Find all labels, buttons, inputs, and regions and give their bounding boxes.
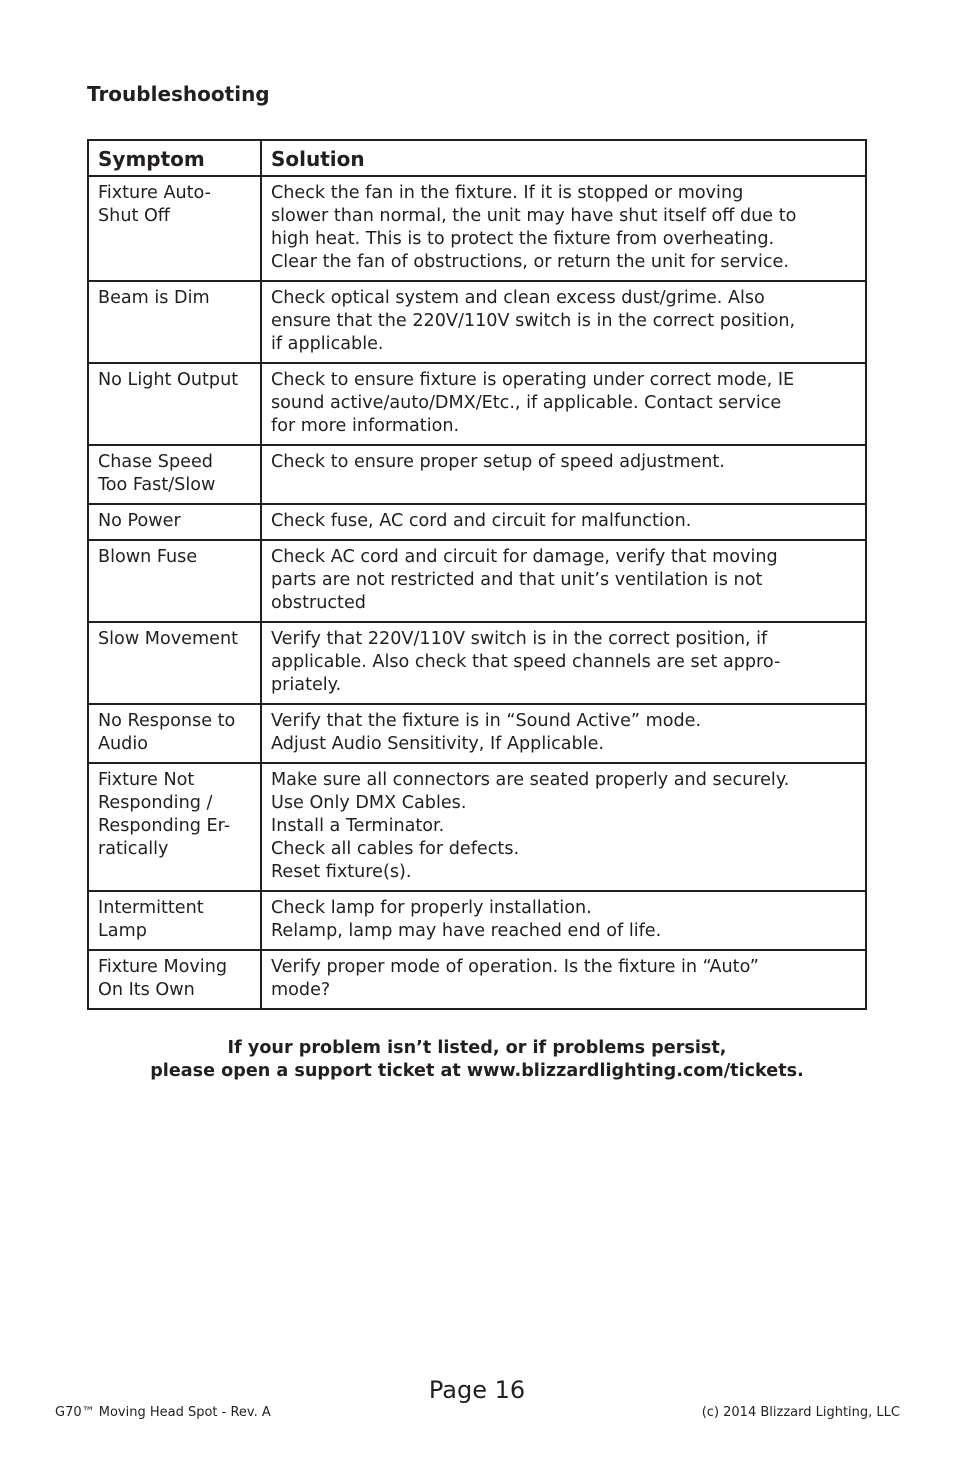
- symptom-cell: [88, 950, 261, 1009]
- symptom-cell: [88, 445, 261, 504]
- solution-line: Verify that 220V/110V switch is in the correct position, if: [271, 629, 768, 649]
- solution-cell: [261, 445, 866, 504]
- table-row: [88, 622, 866, 704]
- solution-line: ensure that the 220V/110V switch is in the correct position,: [271, 311, 796, 331]
- solution-cell: [261, 704, 866, 763]
- symptom-line: Fixture Not: [98, 770, 195, 790]
- symptom-line: Intermittent: [98, 898, 204, 918]
- solution-line: priately.: [271, 675, 342, 695]
- table-row: [88, 763, 866, 891]
- solution-line: Check to ensure proper setup of speed adjustment.: [271, 452, 725, 472]
- symptom-cell: [88, 176, 261, 281]
- solution-line: mode?: [271, 980, 331, 1000]
- table-row: [88, 281, 866, 363]
- notice-line: If your problem isn’t listed, or if problems persist,: [227, 1038, 727, 1058]
- solution-cell: [261, 504, 866, 540]
- solution-line: Relamp, lamp may have reached end of life.: [271, 921, 662, 941]
- solution-line: Adjust Audio Sensitivity, If Applicable.: [271, 734, 605, 754]
- solution-line: obstructed: [271, 593, 366, 613]
- header-symptom: Symptom: [88, 140, 261, 176]
- symptom-cell: [88, 281, 261, 363]
- symptom-line: Responding Er-: [98, 816, 231, 836]
- solution-line: applicable. Also check that speed channels are set appro-: [271, 652, 781, 672]
- symptom-line: Fixture Moving: [98, 957, 228, 977]
- table-row: [88, 950, 866, 1009]
- solution-line: Check fuse, AC cord and circuit for malfunction.: [271, 511, 692, 531]
- solution-line: Verify that the fixture is in “Sound Active” mode.: [271, 711, 702, 731]
- symptom-line: Blown Fuse: [98, 547, 198, 567]
- symptom-line: Chase Speed: [98, 452, 213, 472]
- symptom-line: Fixture Auto-: [98, 183, 211, 203]
- table-row: [88, 891, 866, 950]
- solution-line: Use Only DMX Cables.: [271, 793, 467, 813]
- footer-product: G70™ Moving Head Spot - Rev. A: [55, 1405, 271, 1420]
- symptom-line: No Response to: [98, 711, 236, 731]
- troubleshooting-table: [87, 139, 867, 1010]
- symptom-line: Audio: [98, 734, 149, 754]
- solution-line: slower than normal, the unit may have shut itself off due to: [271, 206, 797, 226]
- solution-cell: [261, 763, 866, 891]
- header-solution: Solution: [261, 140, 866, 176]
- solution-cell: [261, 540, 866, 622]
- solution-line: sound active/auto/DMX/Etc., if applicable. Contact service: [271, 393, 782, 413]
- symptom-cell: [88, 891, 261, 950]
- solution-line: Install a Terminator.: [271, 816, 445, 836]
- solution-cell: [261, 363, 866, 445]
- notice-line: please open a support ticket at www.blizzardlighting.com/tickets.: [150, 1061, 804, 1081]
- symptom-line: On Its Own: [98, 980, 195, 1000]
- solution-line: if applicable.: [271, 334, 384, 354]
- solution-cell: [261, 891, 866, 950]
- solution-line: Verify proper mode of operation. Is the fixture in “Auto”: [271, 957, 759, 977]
- symptom-cell: [88, 622, 261, 704]
- table-row: [88, 504, 866, 540]
- table-header-row: [88, 140, 866, 176]
- solution-line: Reset fixture(s).: [271, 862, 412, 882]
- symptom-cell: [88, 363, 261, 445]
- support-notice: [0, 1037, 954, 1083]
- page-number: Page 16: [428, 1376, 526, 1404]
- symptom-cell: [88, 504, 261, 540]
- table-row: [88, 540, 866, 622]
- solution-line: for more information.: [271, 416, 460, 436]
- solution-line: parts are not restricted and that unit’s ventilation is not: [271, 570, 763, 590]
- solution-line: Clear the fan of obstructions, or return the unit for service.: [271, 252, 789, 272]
- solution-cell: [261, 176, 866, 281]
- symptom-cell: [88, 540, 261, 622]
- solution-line: Check AC cord and circuit for damage, verify that moving: [271, 547, 778, 567]
- solution-cell: [261, 950, 866, 1009]
- symptom-line: ratically: [98, 839, 169, 859]
- symptom-cell: [88, 704, 261, 763]
- solution-cell: [261, 281, 866, 363]
- solution-line: Check all cables for defects.: [271, 839, 520, 859]
- solution-line: high heat. This is to protect the fixture from overheating.: [271, 229, 775, 249]
- solution-line: Check lamp for properly installation.: [271, 898, 592, 918]
- footer-copyright: (c) 2014 Blizzard Lighting, LLC: [701, 1405, 900, 1420]
- symptom-cell: [88, 763, 261, 891]
- table-row: [88, 176, 866, 281]
- symptom-line: Responding /: [98, 793, 213, 813]
- solution-line: Check to ensure fixture is operating under correct mode, IE: [271, 370, 795, 390]
- solution-line: Check the fan in the fixture. If it is stopped or moving: [271, 183, 744, 203]
- symptom-line: Too Fast/Slow: [98, 475, 216, 495]
- page-title: Troubleshooting: [87, 82, 270, 106]
- table-row: [88, 363, 866, 445]
- solution-cell: [261, 622, 866, 704]
- symptom-line: No Light Output: [98, 370, 239, 390]
- symptom-line: Shut Off: [98, 206, 170, 226]
- symptom-line: No Power: [98, 511, 181, 531]
- symptom-line: Lamp: [98, 921, 147, 941]
- table-row: [88, 704, 866, 763]
- solution-line: Check optical system and clean excess dust/grime. Also: [271, 288, 765, 308]
- symptom-line: Beam is Dim: [98, 288, 210, 308]
- symptom-line: Slow Movement: [98, 629, 238, 649]
- solution-line: Make sure all connectors are seated properly and securely.: [271, 770, 790, 790]
- table-row: [88, 445, 866, 504]
